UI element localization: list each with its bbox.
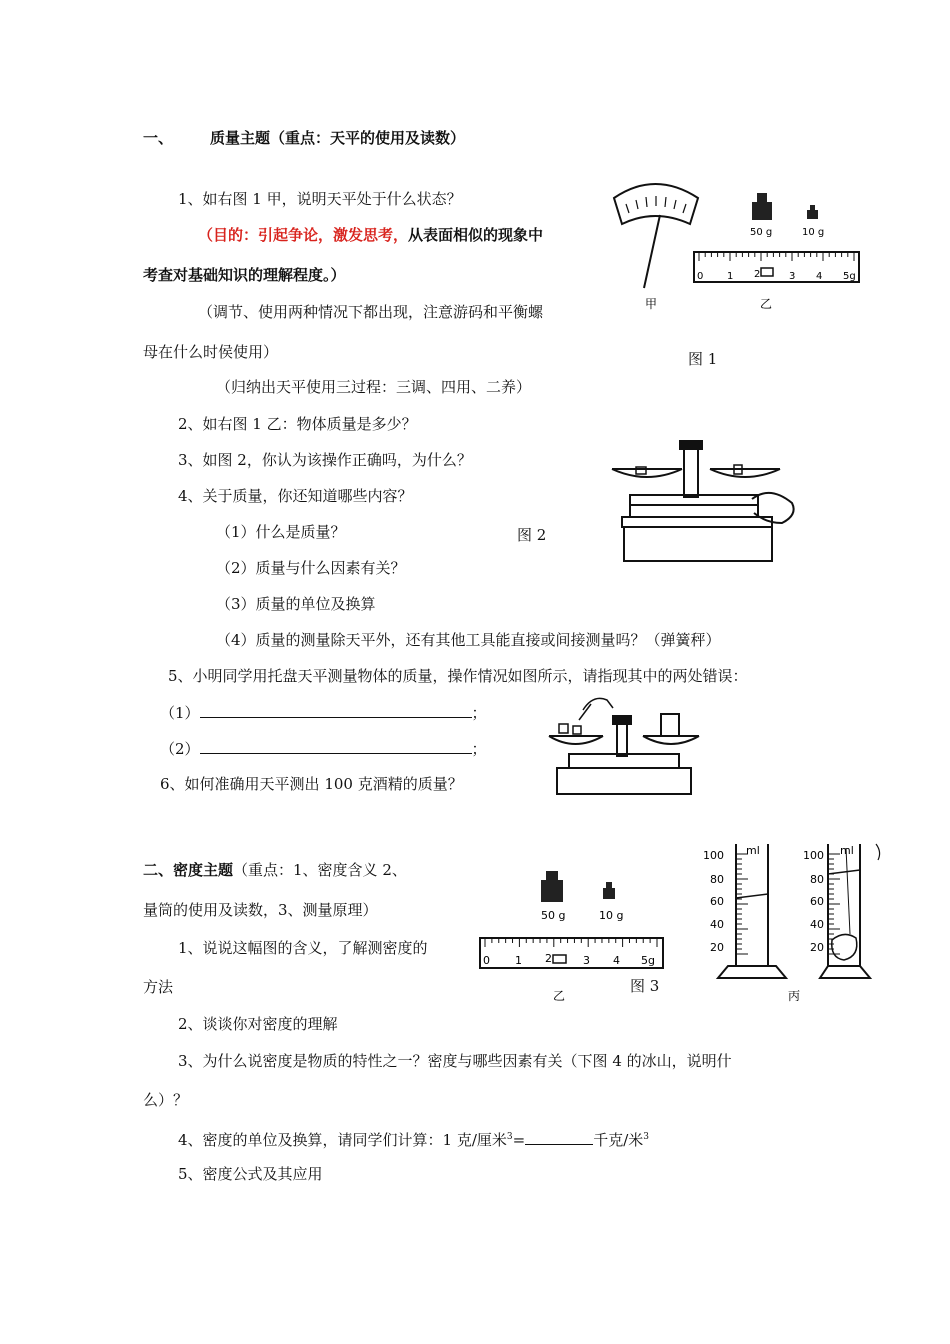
rider-scale-icon-2 <box>480 938 663 968</box>
s2-question-5: 5、密度公式及其应用 <box>178 1165 323 1183</box>
weight-10g-icon-2 <box>603 882 615 899</box>
cyl1-unit: ml <box>746 844 760 857</box>
weight-10g-label-2: 10 g <box>599 909 624 922</box>
scale2-tick-4: 4 <box>613 954 620 967</box>
cyl1-tick-100: 100 <box>703 849 724 862</box>
figure-2 <box>602 437 802 565</box>
cyl1-tick-80: 80 <box>710 873 724 886</box>
section1-title: 质量主题（重点：天平的使用及读数） <box>210 129 466 147</box>
answer-semicolon-1: ； <box>471 704 487 722</box>
figure-3-caption: 图 3 <box>630 977 660 995</box>
section2-title-bold: 二、密度主题 <box>143 861 234 879</box>
scale2-tick-2: 2 <box>545 952 552 965</box>
s1-note-1a: （调节、使用两种情况下都出现，注意游码和平衡螺 <box>198 303 544 321</box>
label-yi: 乙 <box>760 297 773 311</box>
scale-tick-2: 2 <box>754 269 761 280</box>
scale-tick-1: 1 <box>727 271 734 282</box>
section1-number: 一、 <box>143 129 174 147</box>
density-answer-blank[interactable] <box>525 1129 593 1145</box>
scale2-tick-1: 1 <box>515 954 522 967</box>
answer-blank-1[interactable] <box>200 702 472 718</box>
weight-50g-label: 50 g <box>750 227 773 238</box>
cyl1-tick-40: 40 <box>710 918 724 931</box>
weight-50g-icon-2 <box>541 871 563 902</box>
s1-question-5: 5、小明同学用托盘天平测量物体的质量，操作情况如图所示，请指现其中的两处错误： <box>168 667 748 685</box>
cyl2-tick-100: 100 <box>803 849 824 862</box>
section2-title <box>143 860 407 880</box>
s1-question-3: 3、如图 2，你认为该操作正确吗，为什么？ <box>178 451 472 469</box>
s1-question-1: 1、如右图 1 甲，说明天平处于什么状态？ <box>178 190 462 208</box>
figure-q5-balance <box>545 688 715 800</box>
scale-tick-5: 5g <box>843 271 856 282</box>
label-jia: 甲 <box>645 297 658 311</box>
s1-question-2: 2、如右图 1 乙：物体质量是多少？ <box>178 415 417 433</box>
answer-semicolon-2: ； <box>471 740 487 758</box>
balance-dial-icon <box>614 184 698 288</box>
cylinder-2-tick-labels <box>803 849 824 954</box>
s1-purpose-line <box>198 225 543 245</box>
s1-question-4-1: （1）什么是质量？ <box>216 523 346 541</box>
s1-purpose-bold: 从表面相似的现象中 <box>408 226 544 244</box>
s1-question-4-3: （3）质量的单位及换算 <box>216 595 376 613</box>
weights-on-pan-icon <box>559 724 581 734</box>
label-yi-2: 乙 <box>553 989 566 1003</box>
cyl2-unit: ml <box>840 844 854 857</box>
object-block-icon <box>661 714 679 736</box>
balance-scale-icon <box>612 441 794 561</box>
s1-purpose-red: （目的：引起争论，激发思考， <box>198 226 409 244</box>
section2-title-line2: 量筒的使用及读数，3、测量原理） <box>143 901 378 919</box>
figure-cylinders <box>698 838 890 1008</box>
s1-purpose-line2: 考查对基础知识的理解程度。） <box>143 266 346 284</box>
scale-tick-4: 4 <box>816 271 823 282</box>
scale2-tick-0: 0 <box>483 954 490 967</box>
scale-tick-labels <box>697 269 856 282</box>
cyl2-tick-40: 40 <box>810 918 824 931</box>
cyl2-tick-60: 60 <box>810 895 824 908</box>
s2-q4-post: 千克/米 <box>593 1131 644 1149</box>
balance-scale-icon-2 <box>549 716 699 794</box>
s2-q4-sup2: 3 <box>643 1132 650 1142</box>
figure-2-caption: 图 2 <box>517 526 547 544</box>
s1-note-2: （归纳出天平使用三过程：三调、四用、二养） <box>216 378 532 396</box>
scale2-tick-3: 3 <box>583 954 590 967</box>
cyl1-tick-20: 20 <box>710 941 724 954</box>
figure-1 <box>600 160 882 320</box>
weight-50g-icon <box>752 193 772 220</box>
s1-answer-line-2 <box>160 738 487 759</box>
scale2-tick-5: 5g <box>641 954 655 967</box>
s1-note-1b: 母在什么时侯使用） <box>143 343 279 361</box>
label-bing: 丙 <box>788 989 801 1003</box>
s1-question-4: 4、关于质量，你还知道哪些内容？ <box>178 487 413 505</box>
answer-label-1: （1） <box>160 704 200 722</box>
s1-question-4-4: （4）质量的测量除天平外，还有其他工具能直接或间接测量吗？（弹簧秤） <box>216 631 721 649</box>
section2-title-rest: （重点：1、密度含义 2、 <box>233 861 407 879</box>
s2-question-1a: 1、说说这幅图的含义，了解测密度的 <box>178 939 428 957</box>
figure-1-caption: 图 1 <box>688 350 718 368</box>
s2-question-1b: 方法 <box>143 978 174 996</box>
cyl2-tick-20: 20 <box>810 941 824 954</box>
tweezers-hand-icon <box>579 698 613 720</box>
cyl2-tick-80: 80 <box>810 873 824 886</box>
s2-question-2: 2、谈谈你对密度的理解 <box>178 1015 338 1033</box>
answer-label-2: （2） <box>160 740 200 758</box>
rider-scale-icon <box>694 252 859 282</box>
s2-question-4 <box>178 1127 649 1150</box>
answer-blank-2[interactable] <box>200 738 472 754</box>
weight-10g-icon <box>807 205 818 219</box>
s1-question-6: 6、如何准确用天平测出 100 克酒精的质量？ <box>160 775 463 793</box>
s2-q4-pre: 4、密度的单位及换算，请同学们计算：1 克/厘米 <box>178 1131 507 1149</box>
measuring-cylinder-1-icon <box>718 844 786 978</box>
cyl1-tick-60: 60 <box>710 895 724 908</box>
cylinder-1-tick-labels <box>703 849 724 954</box>
scale-tick-labels-2 <box>483 952 655 967</box>
s2-q4-eq: = <box>512 1131 526 1149</box>
scale-tick-0: 0 <box>697 271 704 282</box>
s2-question-3a: 3、为什么说密度是物质的特性之一？密度与哪些因素有关（下图 4 的冰山，说明什 <box>178 1052 732 1070</box>
s1-answer-line-1 <box>160 702 487 723</box>
s2-question-3b: 么）？ <box>143 1091 189 1109</box>
s1-question-4-2: （2）质量与什么因素有关？ <box>216 559 406 577</box>
weight-10g-label: 10 g <box>802 227 825 238</box>
scale-tick-3: 3 <box>789 271 796 282</box>
s2-q4-sup1: 3 <box>506 1132 513 1142</box>
weight-50g-label-2: 50 g <box>541 909 566 922</box>
